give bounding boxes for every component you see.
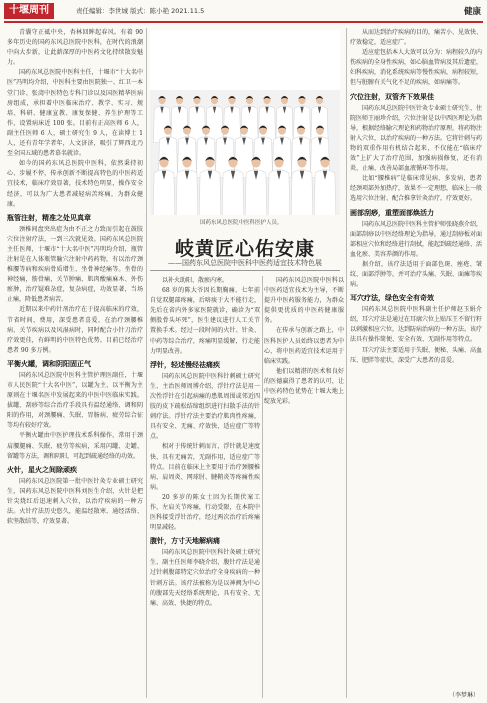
column-4 xyxy=(350,28,482,698)
paragraph: 国药东风总医院中医科副主任护师赵玉娟介绍，耳穴疗法是通过在耳廓穴位上贴压王不留行籽以刺激相应穴位，达到防病治病的一种方法。该疗法具有操作简便、安全有效、无副作用等特点。 xyxy=(350,306,482,344)
paragraph: 国药东风总医院中医科针灸硕士研究生、副主任医师李晓介绍，腹针疗法是通过针刺腹部特定穴位治疗全身疾病的一种针刺方法。该疗法被称为是以神阙为中心的腹部先天经络系统理论，具有安全、无痛、高效、快捷的特点。 xyxy=(150,549,260,607)
section-name: 健康 xyxy=(463,7,481,17)
paragraph: 国药东风总医院中医科以中医药适宜技术为主导，不断提升中医药服务能力，为群众提供更优质的中医药健康服务。 xyxy=(264,277,344,325)
paragraph: 如今的国药东风总医院中医科，依然秉持初心、步履不停，传承创新不断提高特色的中医药适宜技术，临床疗效显著，技术特色明显，操作安全经济，可以为广大患者减轻病苦疼痛，为群众健康。 xyxy=(7,160,143,208)
paragraph: 平衡火罐由中医护理技术系科操作，常用于颈肩腰腿痛、失眠、疲劳等疾病，采用闪罐、走罐、留罐等方法，调和阴阳，可起到疏通经络的功效。 xyxy=(7,432,143,460)
headline-divider xyxy=(150,270,340,271)
section-heading: 平衡火罐，调和阴阳固正气 xyxy=(7,359,91,368)
article-headline: 岐黄匠心佑安康 xyxy=(174,238,315,260)
paragraph: 国药东风总医院中医科主任，十堰市“十大名中医”冯明均介绍，中医科主要由医院独一、红卫一本堂门诊、张湾中医特色专科门诊以及国医精华医病房组成，承担着中医临床治疗、教学、实习、规培、科研、健康宣教、康复保健、养生护理等工作，设置病床近 100 张。目前有正高医师 6 人，副主任医师 6 人，硕士研究生 9 人，在读博士 1 人，还有青年学者年，人文济济，吸引了辉西北乃至全国五域的患者慕名就诊。 xyxy=(7,69,143,158)
column-divider xyxy=(346,28,347,698)
section-heading: 耳穴疗法，绿色安全有奇效 xyxy=(350,294,434,303)
paragraph: 相对于传统针刺而言，浮针就是速度快、具有无痛苦，无副作用，适应症广等特点。目前在临床上主要用于治疗颈腰椎病、肩周炎、网球肘、腱鞘炎等疼痛性疾病。 xyxy=(150,443,260,491)
article-subtitle: ——国药东风总医院中医科中医药适宜技术特色展 xyxy=(168,259,322,267)
column-divider xyxy=(262,276,263,698)
paragraph: 适应症包括本人大效可以分为：病程较久的内伤疾病的全身性疾病，如心脑血管病及其后遗症，妇科疾病，消化系统疾病等慢性疾病，病程较短，但与脏腑有关气化不足的疾病，如病痛等。 xyxy=(350,49,482,87)
paragraph: 从而达到治疗疾病的目的，痛苦小、见效快、疗效稳定，适应症广。 xyxy=(350,29,482,47)
paragraph: 20 多岁的陈女士因为长期伏案工作，左肩关节疼痛，行动受限，在本院中医科接受浮针治疗，经过两次治疗后疼痛明显减轻。 xyxy=(150,493,260,532)
paragraph: 国药东风总医院中医针灸专业硕士研究生、住院医师王丽珍介绍，穴位注射是以中西医理论为指导，根据经络腧穴理论和药物治疗原理，将药物注射入穴位，以治疗疾病的一种方法。它将针刺与药物的双重作用有机结合起来，不仅能在“临床疗效”上扩大了治疗范围，加强病损修复，还有消炎、止痛、改善局部血液循环等作用。 xyxy=(350,104,482,173)
section-heading: 腹针，方寸天地解病痛 xyxy=(150,537,220,546)
masthead-brand: 十堰周刊 xyxy=(4,3,54,19)
section-heading: 火针，星火之间除顽疾 xyxy=(7,465,77,474)
photo-caption: 国药东风总医院中医科医护人员。 xyxy=(200,220,283,226)
group-photo-illustration xyxy=(150,30,340,215)
paragraph: 国药东风总医院中医科主管护师张晓燕介绍，面部刮痧以中医经络理论为指导，通过刮痧板对面部相应穴位和经络进行刮拭，能起到疏经通络、活血化瘀、美容养颜的作用。 xyxy=(350,220,482,258)
section-heading: 穴位注射，双管齐下效果佳 xyxy=(350,92,434,101)
page-header xyxy=(0,0,487,22)
column-1 xyxy=(7,28,143,698)
paragraph: 国药东风总医院中医科主管护理医副任，十堰市人民医院“十大名中医”，以罐为主、以平衡为主原则在十堰名医中发展起来的中医中医临床实践。拔罐、刮痧等综合治疗手段具有温经通络、调和阴阳的作用，对颈腰痛、失眠、胃肠病、疲劳综合征等均有较好疗效。 xyxy=(7,371,143,430)
paragraph: 以补火助阳、散瘀内寒。 xyxy=(162,277,229,284)
paragraph: 近期以来中药针剂治疗在于提高临床的疗效，节省时间、费用，深受患者喜爱，在治疗颈腰椎病、关节疾病以及风湿病时，同时配合小针刀治疗疗效更佳，有鲜明的中医特色优势。目前已经治疗患者 90 多万例。 xyxy=(7,306,143,354)
section-heading: 浮针，轻述慢经祛痛疾 xyxy=(150,360,220,369)
page-meta: 责任编辑：李世城 版式：陈小艳 2021.11.5 xyxy=(76,7,205,15)
paragraph: 68 岁的陈大爷因长期胸痛、七年前自觉双腿部疼痛，后咯痰于大不能行走，先后在省内外多家医院就诊，确诊为“双侧股骨头坏死”，医生建议进行人工关节置换手术。经过一段时间的火针、针灸、中药等综合治疗，疼痛明显缓解，行走能力明显改善。 xyxy=(150,287,260,355)
paragraph: 耳穴疗法主要适用于失眠、便秘、头痛、高血压、肥胖等症状，深受广大患者的喜爱。 xyxy=(350,346,482,364)
paragraph: 在传承与创新之路上，中医科医护人员始终以患者为中心，将中医药适宜技术运用于临床实践。 xyxy=(264,327,344,365)
column-2 xyxy=(150,276,260,698)
group-photo xyxy=(150,30,340,215)
section-heading: 画部刮痧，重塑面部焕活力 xyxy=(350,208,434,217)
paragraph: 国药东风总医院第一批中医针灸专业硕士研究生，国药东风总医院中医科刘医生介绍，火针是把针尖烧红后迅速刺入穴位，以治疗疾病的一种方法。火针疗法历史悠久，能温经散寒、通经活络、软坚散结等，疗效显著。 xyxy=(7,477,143,526)
author-signature: （李梦琳） xyxy=(448,692,479,699)
header-rule xyxy=(4,21,483,23)
paragraph: 据介绍，该疗法适用于面部色斑、痤疮、皱纹、面部浮肿等，并可治疗头痛、失眠、面瘫等疾病。 xyxy=(350,260,482,289)
section-heading: 瓶管注射，精准之处见真章 xyxy=(7,213,91,222)
paragraph: 颈椎间盘突出症为由不正之力致而引起在鼓肢穴位注射疗法，一到三次就见效。国药东风总医院主任医师，十堰市“十大名中医”冯明均介绍，瓶管注射是在人体瓶管腧穴注射中药药物，有以治疗颈椎腰等病和疾病骨质增生、坐骨神经痛等。坐骨的神经痛，筋骨痛，关节肿痛、肌肉酸痛麻木、外伤瘀肿，治疗疑难杂症，复杂病症，功效显著，当场止痛，降低患者病苦。 xyxy=(7,225,143,304)
column-3 xyxy=(264,276,344,698)
paragraph: 他们以精湛的医术和良好的医德赢得了患者的认可，让中医药特色优势在十堰大地上绽放光彩。 xyxy=(264,367,344,406)
paragraph: 比如“腰椎病”是临床常见病、多发病，患者经颈项部外加热疗，效果不一定理想，临床上一般选用穴位注射、配合推拿针灸治疗，疗效更好。 xyxy=(350,175,482,203)
paragraph: 青囊守正砥中央，杏林回眸起春风。有着 90 多年历史的国药东风总医院中医科，在时代的浪潮中向大步新，让此薪深厚的中医药文化持续散发魅力。 xyxy=(7,29,143,67)
paragraph: 国药东风总医院中医科针刺硕士研究生、主治医师周博介绍，浮针疗法是用一次性浮针在引起病痛的患肌周围或邻近四肢的皮下疏松结缔组织进行扫散手法的针刺疗法。浮针疗法主要治疗肌肉性疼痛，具有安全、无痛、疗效快、适应症广等特点。 xyxy=(150,372,260,441)
column-divider xyxy=(146,28,147,698)
